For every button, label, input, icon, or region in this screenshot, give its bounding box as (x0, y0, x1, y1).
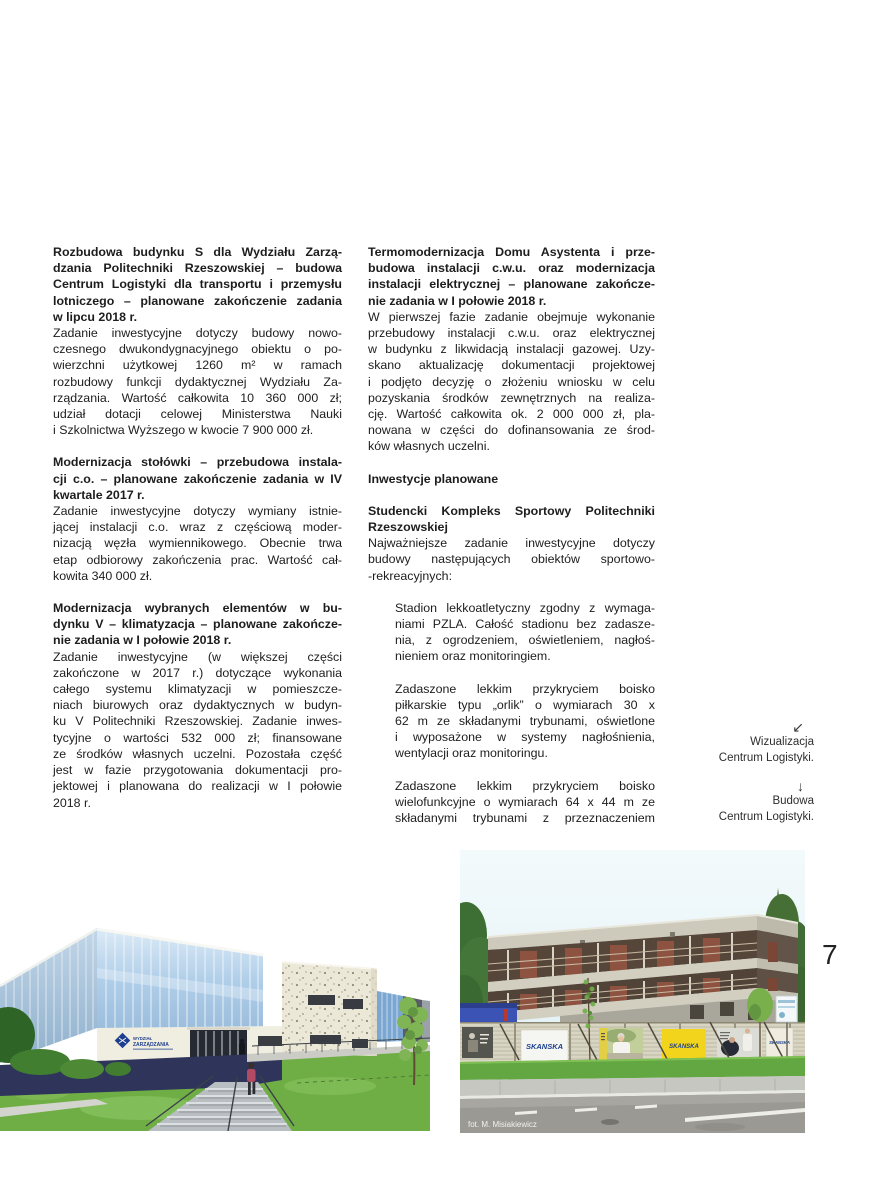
indent-paragraph-stadion (395, 600, 655, 665)
indent-paragraph-stadion-line: nieniem oraz monitoringiem. (395, 649, 551, 664)
section-rozbudowa-body-line: rządzania. Wartość całkowita 10 360 000 zł; (53, 390, 342, 405)
blue-container (460, 1003, 517, 1025)
indent-paragraph-boisko-orlik-line: wentylacji oraz monitoringu. (395, 746, 548, 761)
section-kompleks-heading-line: Studencki Kompleks Sportowy Politechniki (368, 503, 655, 518)
section-klimatyzacja-body-line: jest w fazie przygotowania dokumentacji pro- (53, 763, 342, 778)
section-kompleks-heading-line: Rzeszowskiej (368, 520, 448, 535)
section-klimatyzacja-heading (53, 600, 342, 649)
construction-photo (460, 850, 805, 1133)
indent-paragraph-boisko-orlik (395, 681, 655, 762)
skanska-logo-text: SKANSKA (525, 1042, 564, 1051)
caption-wizualizacja (644, 720, 814, 766)
indent-paragraph-stadion-line: nia, z ogrodzeniem, oświetleniem, nagłoś- (395, 633, 655, 648)
section-termomodernizacja-body-line: w budynku z likwidacją instalacji gazowej. Uzy- (368, 342, 655, 357)
section-rozbudowa-heading-line: w lipcu 2018 r. (53, 309, 138, 324)
section-rozbudowa (53, 244, 342, 438)
section-termomodernizacja-body-line: W pierwszej fazie zadanie obejmuje wykonanie (368, 309, 655, 324)
indent-paragraph-boisko-wielofunkcyjne-line: wielofunkcyjne o wymiarach 64 x 44 m ze (395, 794, 655, 809)
section-klimatyzacja-body-line: ze środków własnych uczelni. Pozostała część (53, 746, 342, 761)
indent-paragraph-boisko-orlik-line: Zadaszone lekkim przykryciem boisko (395, 681, 655, 696)
billboard-skanska-yellow (662, 1029, 706, 1061)
section-rozbudowa-body-line: udział dotacji celowej Ministerstwa Nauki (53, 407, 342, 422)
section-klimatyzacja-body (53, 649, 342, 811)
left-column (53, 244, 342, 811)
section-rozbudowa-heading-line: lotniczego – planowane zakończenie zadania (53, 293, 342, 308)
section-termomodernizacja-body-line: cję. Wartość całkowita ok. 2 000 000 zł, pla- (368, 407, 655, 422)
section-klimatyzacja-body-line: ku V Politechniki Rzeszowskiej. Zadanie inwes- (53, 714, 342, 729)
caption-line: Wizualizacja (750, 736, 814, 748)
indent-paragraph-boisko-orlik-line: 62 m ze składanymi trybunami, oświetlone (395, 714, 655, 729)
indent-paragraph-boisko-orlik-line: i wyposażone w systemy nagłośnienia, (395, 730, 655, 745)
section-klimatyzacja-body-line: Zadanie inwestycyjne (w większej części (53, 649, 342, 664)
section-klimatyzacja-body-line: całego systemu klimatyzacji w pomieszcze- (53, 682, 342, 697)
section-termomodernizacja-heading-line: nie zadania w I połowie 2018 r. (368, 293, 547, 308)
section-stolowka-body-line: jącej instalacji c.o. wraz z częściową moder- (53, 520, 342, 535)
indent-paragraph-boisko-wielofunkcyjne-line: Zadaszone lekkim przykryciem boisko (395, 778, 655, 793)
section-rozbudowa-heading-line: Rozbudowa budynku S dla Wydziału Zarzą- (53, 245, 342, 259)
subheading-inwestycje-planowane: Inwestycje planowane (368, 471, 499, 486)
billboard-skanska-white (521, 1030, 568, 1062)
section-stolowka-body-line: nizacją węzła wymiennikowego. Obecnie trwa (53, 536, 342, 551)
section-stolowka-heading (53, 454, 342, 503)
sign-text-line2: ZARZĄDZANIA (133, 1042, 169, 1048)
caption-budowa (644, 779, 814, 825)
section-rozbudowa-body-line: Zadanie inwestycyjne dotyczy budowy nowo- (53, 326, 342, 341)
section-klimatyzacja-body-line: tycyjne o wartości 532 000 zł; finansowane (53, 730, 342, 745)
skanska-logo-text: SKANSKA (769, 1040, 790, 1045)
section-klimatyzacja-body-line: niach biurowych oraz dydaktycznych w budyn- (53, 698, 342, 713)
section-klimatyzacja-heading-line: nie zadania w I połowie 2018 r. (53, 633, 232, 648)
section-rozbudowa-heading-line: Centrum Logistyki dla transportu i przemysłu (53, 277, 342, 292)
section-rozbudowa-heading-line: dzania Politechniki Rzeszowskiej – budowa (53, 261, 342, 276)
section-termomodernizacja-heading-line: budowa instalacji c.w.u. oraz modernizacja (368, 261, 655, 276)
section-termomodernizacja-body-line: przebudowy instalacji c.w.u. oraz elektrycznej (368, 326, 655, 341)
billboard-photo-person-2 (717, 1028, 762, 1060)
section-kompleks-body (368, 535, 655, 584)
perforated-wall (282, 962, 377, 1056)
caption-line: Budowa (772, 795, 814, 807)
section-stolowka-heading-line: kwartale 2017 r. (53, 487, 145, 502)
section-termomodernizacja-body-line: i podjęto decyzję o złożeniu wniosku w celu (368, 374, 655, 389)
section-rozbudowa-heading (53, 244, 342, 325)
section-stolowka (53, 454, 342, 584)
figure-visualization-centrum-logistyki (0, 850, 430, 1131)
billboard-photo-person (599, 1028, 643, 1061)
figure-construction-centrum-logistyki (460, 850, 805, 1133)
billboard-dark-photo (462, 1027, 493, 1058)
right-column (368, 244, 655, 826)
skanska-logo-text: SKANSKA (669, 1044, 699, 1050)
indent-paragraph-boisko-wielofunkcyjne (395, 778, 655, 827)
section-termomodernizacja-heading-line: Termomodernizacja Domu Asystenta i prze- (368, 245, 655, 259)
indent-paragraph-stadion-line: Stadion lekkoatletyczny zgodny z wymaga- (395, 600, 655, 615)
section-stolowka-body-line: etap odbiorowy zakończenia prac. Wartość cał- (53, 552, 342, 567)
section-termomodernizacja-body-line: pozyskania środków zewnętrznych na realiza- (368, 390, 655, 405)
arrow-down-left-icon: ↙ (792, 719, 804, 735)
section-termomodernizacja-body-line: skano aktualizację dokumentacji projektowej (368, 358, 655, 373)
section-kompleks-body-line: Najważniejsze zadanie inwestycyjne dotyczy (368, 536, 655, 551)
section-stolowka-body-line: Zadanie inwestycyjne dotyczy wymiany istnie- (53, 504, 342, 519)
caption-line: Centrum Logistyki. (718, 751, 814, 764)
section-kompleks-sportowy (368, 503, 655, 584)
section-termomodernizacja-body (368, 309, 655, 455)
section-termomodernizacja-heading-line: instalacji elektrycznej – planowane zakończe- (368, 277, 655, 292)
section-kompleks-heading (368, 503, 655, 535)
photo-credit: fot. M. Misiakiewicz (468, 1120, 537, 1129)
section-stolowka-body (53, 503, 342, 584)
visualization-image (0, 850, 430, 1131)
section-kompleks-body-line: budowy następujących obiektów sportowo- (368, 552, 655, 567)
section-kompleks-body-line: -rekreacyjnych: (368, 568, 453, 583)
section-klimatyzacja-body-line: jektowej i planowana do realizacji w I połowie (53, 779, 342, 794)
indent-paragraph-boisko-orlik-line: piłkarskie typu „orlik” o wymiarach 30 x (395, 697, 655, 712)
section-stolowka-heading-line: Modernizacja stołówki – przebudowa instala- (53, 455, 342, 470)
section-termomodernizacja-heading (368, 244, 655, 309)
section-termomodernizacja-body-line: ków własnych uczelni. (368, 439, 490, 454)
sign-text-line1: WYDZIAŁ (133, 1036, 153, 1041)
section-rozbudowa-body (53, 325, 342, 438)
section-rozbudowa-body-line: rozbudowy funkcji dydaktycznej Wydziału Za- (53, 374, 342, 389)
section-termomodernizacja (368, 244, 655, 455)
section-klimatyzacja-heading-line: dynku V – klimatyzacja – planowane zakończe- (53, 617, 342, 632)
indent-paragraph-boisko-wielofunkcyjne-line: składanymi trybunami z przeznaczeniem (395, 811, 655, 826)
section-termomodernizacja-body-line: nowana w części do dofinansowania ze środ- (368, 423, 655, 438)
section-rozbudowa-body-line: i Szkolnictwa Wyższego w kwocie 7 900 000 zł. (53, 423, 314, 438)
section-stolowka-body-line: kowita 340 000 zł. (53, 568, 153, 583)
section-klimatyzacja-heading-line: Modernizacja wybranych elementów w bu- (53, 601, 342, 616)
arrow-down-icon: ↓ (797, 778, 804, 794)
indent-paragraph-stadion-line: niami PZLA. Całość stadionu bez zadasze- (395, 617, 655, 632)
section-klimatyzacja-body-line: zakończone w 2017 r.) dotyczące wykonania (53, 665, 342, 680)
caption-line: Centrum Logistyki. (718, 810, 814, 823)
section-rozbudowa-body-line: czesnego dwukondygnacyjnego obiektu o po- (53, 342, 342, 357)
section-stolowka-heading-line: cji c.o. – planowane zakończenie zadania w IV (53, 471, 342, 486)
section-klimatyzacja-body-line: 2018 r. (53, 795, 91, 810)
section-rozbudowa-body-line: wierzchni użytkowej 1260 m² w ramach (53, 358, 342, 373)
page-number: 7 (822, 939, 838, 970)
section-klimatyzacja (53, 600, 342, 811)
margin-captions (644, 720, 814, 838)
